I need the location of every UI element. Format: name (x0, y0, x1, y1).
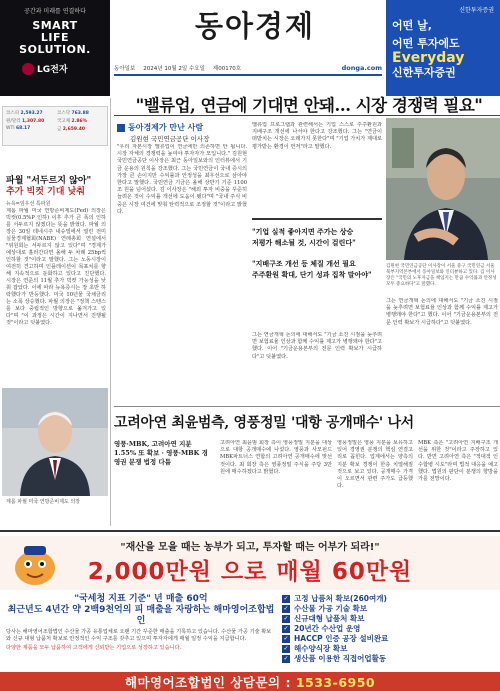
lead-body-col2: 밸류업 프로그램과 관련해서는 기업 스스로 주주환원과 지배구조 개선에 나서야 한다고 강조했다. 그는 "연금이 떠받치는 시장은 오래가지 못한다"며 "기업 가치가 제대로 평가받는 환경이 먼저"라고 말했다. (252, 122, 382, 150)
index-name: WTI (6, 126, 15, 131)
market-indices (2, 106, 108, 146)
lead-body-col3: 그는 연금개혁 논의에 대해서도 "기금 소진 시점을 늦추려면 보험료율 인상과 함께 수익률 제고가 병행돼야 한다"고 했다. 이어 "기금운용본부의 전문 인력 확보가 시급하다"고 덧붙였다. (386, 298, 498, 326)
index-value: 68.17 (15, 126, 31, 131)
index-value: 2.86% (71, 119, 88, 124)
column-photo-caption: 제롬 파월 미국 연방준비제도 의장 (6, 499, 80, 505)
ad-title: "국세청 지표 기준" 년 매출 60억 (74, 594, 208, 604)
pull-quote-line: "기업 실적 좋아지면 주가는 상승 (252, 227, 354, 236)
pull-quote-line: "지배구조 개선 등 체질 개선 필요 (252, 259, 356, 268)
index-name: 원/달러 (6, 119, 21, 124)
interview-photo (386, 118, 500, 260)
masthead (0, 0, 500, 96)
interview-photo-caption: 김원현 국민연금공단 이사장이 서울 중구 국민연금 서울북부지역본부에서 동아일보와 인터뷰하고 있다. 김 이사장은 "국민의 노후자금을 책임지는 만큼 수익률과 안정성 모두 중요하다"고 말했다. (386, 264, 497, 287)
checkbox-icon: ✓ (283, 635, 289, 642)
ad-feature-list (282, 594, 496, 664)
headline-rule (114, 115, 500, 116)
contact-label: 해마영어조합법인 상담문의 : (124, 675, 291, 690)
powell-photo (2, 388, 108, 496)
lg-brand: LG전자 (37, 65, 68, 75)
story2-body-col1: 고려아연 최윤범 회장 측이 영풍정밀 지분을 대상으로 대항 공개매수에 나섰다. 영풍과 사모펀드 MBK파트너스 연합의 고려아연 공개매수에 맞선 것이다. 최 회장 측은 영풍정밀 주식을 주당 3만 원에 매수하겠다고 밝혔다. (220, 440, 332, 475)
story2-body-col2: 영풍정밀은 영풍 지분을 보유하고 있어 경영권 분쟁의 핵심 연결고리로 꼽힌다. 업계에서는 양측의 지분 확보 경쟁이 한층 치열해질 것으로 보고 있다. 공개매수 가격이 오르면서 관련 주가도 급등했다. (337, 440, 413, 490)
feature-label: 20년간 수산업 운영 (294, 624, 361, 633)
checkbox-icon: ✓ (283, 615, 289, 622)
slogan-line: SOLUTION. (19, 43, 91, 56)
ad-description (6, 594, 276, 670)
interview-section-label (117, 122, 257, 133)
market-index (57, 118, 104, 124)
ad-line: 신한투자증권 (392, 66, 456, 79)
feature-item (282, 624, 496, 634)
feature-label: 수산물 가공 기술 확보 (294, 604, 368, 613)
ad-line: 어떤 투자에도 (392, 37, 460, 50)
slogan-line: SMART (32, 19, 78, 32)
column-headline[interactable] (6, 176, 106, 198)
shinhan-brand: 신한투자증권 (459, 7, 494, 14)
interviewee-name: 김원현 국민연금공단 이사장 (130, 135, 210, 143)
market-index (57, 110, 104, 116)
checkbox-icon: ✓ (283, 655, 289, 662)
feature-item (282, 644, 496, 654)
lg-advertisement[interactable] (0, 0, 110, 96)
feature-label: HACCP 인증 공장 설비완료 (294, 634, 389, 643)
feature-item (282, 604, 496, 614)
index-name: 국고채 (57, 119, 71, 124)
feature-label: 신규대형 납품처 확보 (294, 614, 365, 623)
column-byline: 뉴욕=임우선 특파원 (6, 201, 51, 207)
pull-quote (252, 218, 382, 328)
issue-date: 2024년 10월 2일 수요일 (143, 66, 205, 72)
square-bullet-icon (117, 124, 125, 132)
shinhan-advertisement[interactable] (386, 0, 500, 96)
lead-body-col1: "우리 자본시장 밸류업이 연금에만 의존하면 안 됩니다. 시장 자체의 경쟁력을 높여야 투자자가 모입니다." 김원현 국민연금공단 이사장은 최근 동아일보와의 인터뷰에서 기금 운용의 원칙을 강조했다. 그는 국민연금이 국내 증시의 가장 큰 손이지만 수익률과 안정성을 최우선으로 삼아야 한다고 말했다. 국민연금 기금은 올해 상반기 기준 1100조 원을 넘어섰다. 김 이사장은 "해외 투자 비중을 꾸준히 늘려온 것이 수익률 개선에 도움이 됐다"며 "국내 주식 비중은 시장 여건에 맞춰 탄력적으로 조정할 것"이라고 밝혔다. (117, 144, 247, 215)
ad-title2: 최근년도 4년간 약 2백9천억의 피 매출을 자랑하는 해마영어조합법인 (7, 605, 275, 626)
feature-label: 생산품 이용한 직접어업활동 (294, 654, 387, 663)
index-value: 2,659.40 (62, 127, 86, 132)
section-label: 동아일보 (114, 66, 136, 72)
feature-label: 해수양식장 확보 (294, 644, 348, 653)
index-value: 763.88 (71, 111, 89, 116)
story-divider (114, 406, 500, 407)
ad-body: 당사는 해마영어조합법인 수산물 가공 유통업체로 오랜 기간 꾸준한 매출을 기록하고 있습니다. 수산물 가공 기술 확보와 신규 대형 납품처 확보로 안정적인 수익 구조를 갖추고 있으며 투자자에게 매월 일정 수익을 지급합니다. (6, 629, 272, 642)
checkbox-icon: ✓ (283, 595, 289, 602)
market-index (6, 110, 53, 116)
checkbox-icon: ✓ (283, 645, 289, 652)
ad-line-highlight: Everyday (392, 50, 465, 66)
masthead-rule (114, 74, 382, 76)
feature-label: 고정 납품처 확보(260여개) (294, 594, 387, 603)
pull-quote-line: 저평가 해소될 것, 시간이 걸린다" (252, 238, 356, 247)
column-body: 제롬 파월 미국 연방준비제도(Fed) 의장은 빅컷(0.5%P 인하) 이후 추가 큰 폭의 인하를 서두르지 않겠다는 뜻을 밝혔다. 파월 의장은 30일 테네시주 내슈빌에서 열린 전미실물경제협회(NABE) 연례총회 연설에서 "위원회는 서두르지 않고 있다"며 "경제가 예상대로 흘러간다면 올해 두 차례 25bp씩 인하할 것"이라고 말했다. 그는 노동시장이 여전히 견고하며 인플레이션이 목표치를 향해 지속적으로 둔화하고 있다고 진단했다. 시장은 연준의 11월 추가 빅컷 가능성을 낮춰 잡았다. 이에 따라 뉴욕증시는 장 초반 하락했다가 반등했다. 미국 10년물 국채금리는 소폭 상승했다. 파월 의장은 "정책 스탠스를 보다 중립적인 방향으로 옮겨가고 있다"며 "이 과정은 시간이 지나면서 진행될 것"이라고 덧붙였다. (6, 208, 106, 326)
contact-phone[interactable]: 1533-6950 (295, 675, 376, 690)
ad-line: 어떤 날, (392, 19, 432, 32)
market-index (57, 126, 104, 132)
ad-quote: "재산을 모을 때는 농부가 되고, 투자할 때는 어부가 되라!" (120, 542, 380, 553)
checkbox-icon: ✓ (283, 605, 289, 612)
left-column (0, 98, 110, 530)
story2-body-col3: MBK 측은 "고려아연 지배구조 개선을 위한 것"이라고 주장하고 있다. 반면 고려아연 측은 "적대적 인수합병 시도"라며 법적 대응을 예고했다. 법원의 판단이 분쟁의 향방을 가를 전망이다. (418, 440, 498, 483)
index-name: 금 (57, 127, 62, 132)
index-value: 2,593.27 (20, 111, 43, 116)
market-index (6, 126, 53, 132)
index-value: 1,307.80 (22, 119, 45, 124)
pull-quote-line: 주주환원 확대, 단기 성과 집착 말아야" (252, 270, 372, 279)
index-name: 코스닥 (57, 111, 71, 116)
ad-banner (0, 536, 500, 590)
lg-logo (22, 62, 68, 75)
story2-subhead: 영풍·MBK, 고려아연 지분 1.55% 또 확보 · 영풍·MBK 경영권 분쟁 법정 다툼 (114, 440, 208, 466)
haema-advertisement[interactable] (0, 530, 500, 691)
lg-ad-slogan (0, 15, 110, 56)
dateline (114, 63, 382, 73)
lead-body-col2b: 그는 연금개혁 논의에 대해서도 "기금 소진 시점을 늦추려면 보험료율 인상과 함께 수익률 제고가 병행돼야 한다"고 했다. 이어 "기금운용본부의 전문 인력 확보가 시급하다"고 덧붙였다. (252, 332, 382, 360)
slogan-line: LIFE (40, 31, 70, 44)
ad-contact-bar[interactable] (0, 672, 500, 691)
ad-body-highlight: 다양한 제품을 모두 납품하여 고객에게 신뢰받는 기업으로 성장하고 있습니다. (6, 645, 182, 651)
lg-ad-tagline: 공간과 미래를 연결하다 (24, 8, 86, 15)
issue-number: 제00170호 (212, 66, 242, 72)
feature-item (282, 614, 496, 624)
headline-line: 파월 "서두르지 않아" (6, 176, 92, 186)
feature-item (282, 654, 496, 664)
checkbox-icon: ✓ (283, 625, 289, 632)
headline-accent: 추가 빅컷 기대 낮춰 (6, 187, 85, 197)
feature-item (282, 634, 496, 644)
market-index (6, 118, 53, 124)
story2-headline[interactable]: 고려아연 최윤범측, 영풍정밀 '대항 공개매수' 나서 (114, 415, 414, 431)
ad-big-headline: 2,000만원 으로 매월 60만원 (87, 559, 413, 585)
lead-headline[interactable]: "밸류업, 연금에 기대면 안돼… 시장 경쟁력 필요" (135, 96, 483, 115)
site-url[interactable]: donga.com (341, 64, 382, 72)
lg-logo-icon (22, 63, 34, 75)
index-name: 코스피 (6, 111, 20, 116)
section-name: 동아경제가 만난 사람 (128, 123, 204, 132)
newspaper-title: 동아경제 (194, 9, 316, 43)
feature-item (282, 594, 496, 604)
column-divider (110, 98, 111, 526)
